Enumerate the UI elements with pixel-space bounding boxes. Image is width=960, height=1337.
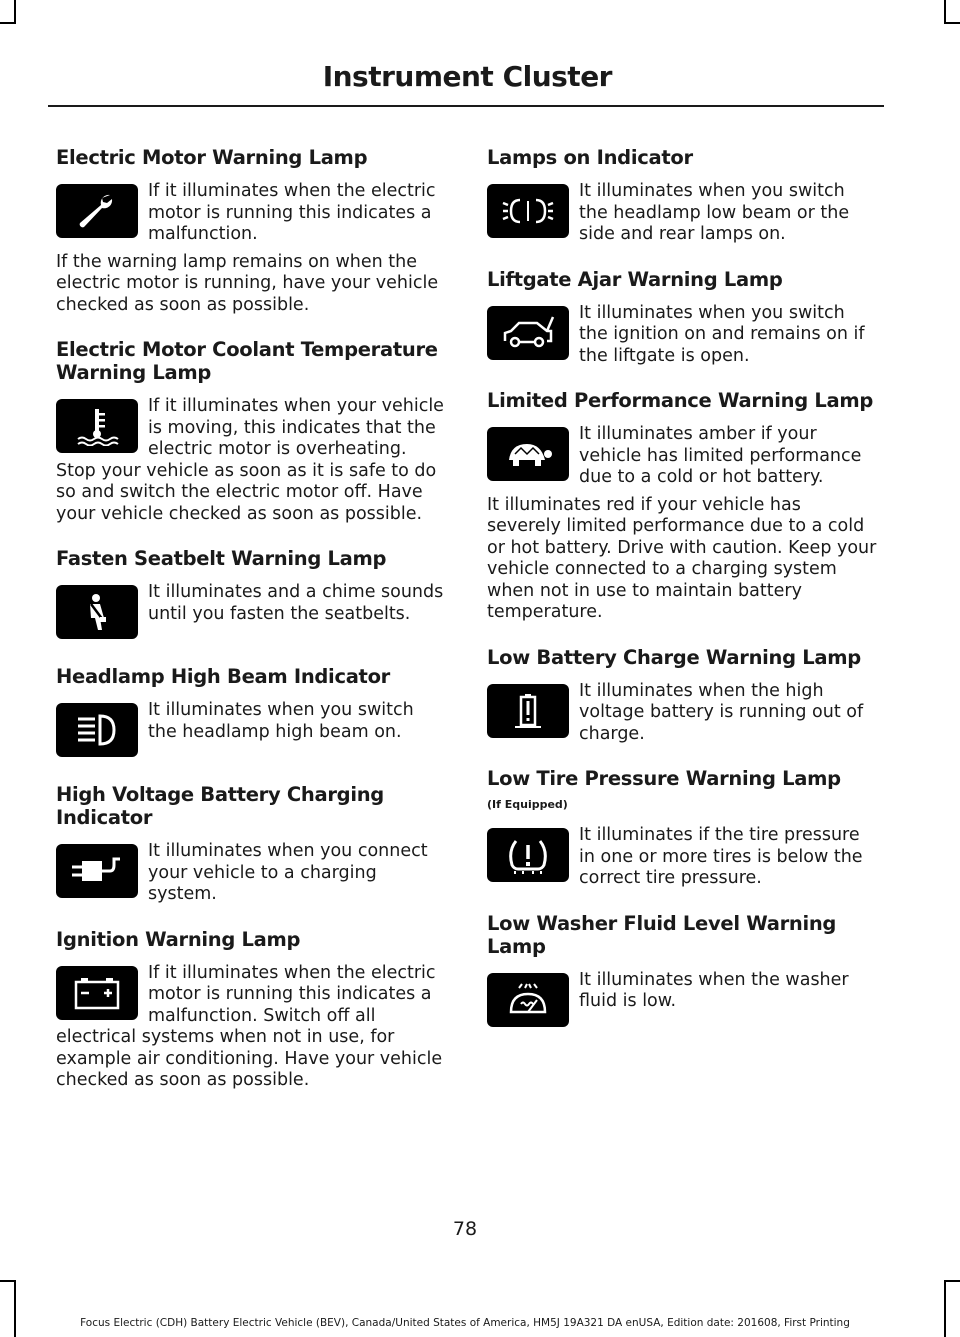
entry-description: It illuminates when you switch the headlamp low beam or the side and rear lamps on. <box>579 181 850 244</box>
entry-description: If it illuminates when your vehicle is moving, this indicates that the electric motor is overheating. Stop your vehicle as soon as it is safe to do so and switch the electric motor off. Have your vehicle checked as soon as possible. <box>56 396 444 524</box>
document-footer: Focus Electric (CDH) Battery Electric Vehicle (BEV), Canada/United States of America, HM5J 19A321 DA enUSA, Edition date: 201608, First Printing <box>80 1317 850 1329</box>
low-battery-icon <box>487 684 569 738</box>
section-heading: Liftgate Ajar Warning Lamp <box>487 267 783 291</box>
turtle-icon <box>487 427 569 481</box>
entry-note: It illuminates red if your vehicle has severely limited performance due to a cold or hot battery. Drive with caution. Keep your vehicle connected to a charging system when not in use to maintain battery temperature. <box>487 494 877 622</box>
entry-description: It illuminates if the tire pressure in one or more tires is below the correct tire pressure. <box>579 825 863 888</box>
entry-description: It illuminates when you switch the headlamp high beam on. <box>148 700 414 742</box>
section-heading: Ignition Warning Lamp <box>56 927 301 951</box>
washer-fluid-icon <box>487 973 569 1027</box>
crop-mark <box>944 0 946 24</box>
side-lamps-icon <box>487 184 569 238</box>
section-heading: High Voltage Battery Charging Indicator <box>56 783 384 829</box>
crop-mark <box>0 22 16 24</box>
entry-description: It illuminates when you switch the ignition on and remains on if the liftgate is open. <box>579 302 865 366</box>
entry-fasten-seatbelt <box>56 547 446 643</box>
entry-description: It illuminates amber if your vehicle has limited performance due to a cold or hot battery. <box>579 424 862 487</box>
section-heading: Limited Performance Warning Lamp <box>487 389 874 412</box>
entry-limited-performance <box>487 389 877 624</box>
right-column <box>487 146 877 1053</box>
section-heading: Low Tire Pressure Warning Lamp <box>487 767 841 790</box>
entry-low-washer-fluid <box>487 912 877 1031</box>
wrench-icon <box>56 184 138 238</box>
entry-low-tire-pressure <box>487 767 877 890</box>
crop-mark <box>14 0 16 24</box>
section-heading: Lamps on Indicator <box>487 146 693 169</box>
section-heading: Electric Motor Coolant Temperature Warning Lamp <box>56 338 438 384</box>
entry-coolant-temperature <box>56 338 446 525</box>
entry-electric-motor-warning <box>56 146 446 316</box>
entry-subtitle: (If Equipped) <box>487 798 568 811</box>
tire-pressure-icon <box>487 828 569 882</box>
crop-mark <box>944 1280 946 1337</box>
entry-ignition-warning <box>56 928 446 1092</box>
entry-low-battery-charge <box>487 646 877 746</box>
entry-liftgate-ajar <box>487 268 877 368</box>
entry-lamps-on <box>487 146 877 246</box>
crop-mark <box>944 1280 960 1282</box>
entry-description: If it illuminates when the electric motor is running this indicates a malfunction. Switch off all electrical systems when not in use, for example air conditioning. Have your vehicle checked as soon as possible. <box>56 962 443 1090</box>
crop-mark <box>0 1280 16 1282</box>
liftgate-ajar-icon <box>487 306 569 360</box>
left-column <box>56 146 446 1114</box>
crop-mark <box>944 22 960 24</box>
entry-description: If it illuminates when the electric motor is running this indicates a malfunction. <box>148 181 436 244</box>
seatbelt-icon <box>56 585 138 639</box>
entry-description: It illuminates when the high voltage battery is running out of charge. <box>579 680 864 744</box>
section-heading: Low Washer Fluid Level Warning Lamp <box>487 911 837 958</box>
section-heading: Fasten Seatbelt Warning Lamp <box>56 547 387 570</box>
charging-plug-icon <box>56 844 138 898</box>
entry-hv-battery-charging <box>56 783 446 906</box>
section-heading: Electric Motor Warning Lamp <box>56 146 368 169</box>
high-beam-icon <box>56 703 138 757</box>
section-heading: Headlamp High Beam Indicator <box>56 665 390 688</box>
entry-description: It illuminates and a chime sounds until you fasten the seatbelts. <box>148 582 444 624</box>
header-divider <box>48 105 884 107</box>
entry-description: It illuminates when the washer fluid is low. <box>579 969 849 1011</box>
page-title: Instrument Cluster <box>322 60 612 93</box>
entry-high-beam <box>56 665 446 761</box>
section-heading: Low Battery Charge Warning Lamp <box>487 645 861 669</box>
page-number: 78 <box>452 1218 478 1240</box>
entry-note: If the warning lamp remains on when the electric motor is running, have your vehicle checked as soon as possible. <box>56 251 439 315</box>
entry-description: It illuminates when you connect your vehicle to a charging system. <box>148 841 428 904</box>
coolant-temperature-icon <box>56 399 138 453</box>
battery-icon <box>56 966 138 1020</box>
